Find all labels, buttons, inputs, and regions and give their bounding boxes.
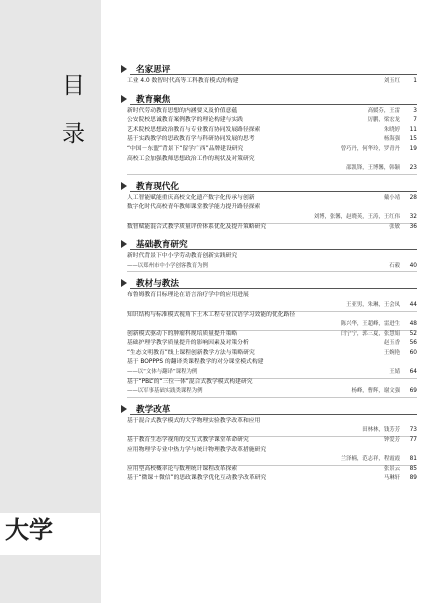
toc-entry-line	[127, 311, 417, 321]
toc-entry[interactable]	[121, 311, 417, 330]
page-number: 3	[413, 107, 417, 114]
toc-entry-line	[127, 252, 417, 262]
page-number: 85	[409, 465, 417, 472]
toc-entry-line	[127, 194, 417, 204]
article-subtitle: ——以军事基础实践类课程为例	[127, 388, 203, 395]
toc-entry-line	[127, 358, 417, 368]
article-authors: 王婉艳	[383, 349, 400, 356]
toc-entry[interactable]	[121, 126, 417, 136]
table-of-contents	[121, 63, 417, 490]
toc-entry[interactable]	[121, 135, 417, 145]
page-number: 73	[409, 427, 417, 434]
toc-entry[interactable]	[121, 378, 417, 397]
article-authors: 曾巧丹，何华玲，罗青丹	[340, 145, 400, 152]
article-title: 工业 4.0 数智时代高等工科教育模式的构建	[127, 78, 239, 84]
page-number: 52	[409, 330, 417, 337]
toc-entry-line	[127, 223, 417, 233]
page-number: 1	[413, 78, 417, 84]
section-header	[121, 277, 417, 291]
section-title: 教材与教法	[136, 279, 179, 290]
toc-entry[interactable]	[121, 194, 417, 204]
article-authors: 石毅	[389, 262, 400, 269]
article-authors: 杨峰，曹辉，谢文强	[351, 388, 400, 395]
toc-section	[121, 238, 417, 271]
section-title: 名家思评	[136, 65, 171, 75]
toc-section	[121, 277, 417, 397]
toc-entry[interactable]	[121, 155, 417, 174]
toc-entry-line	[127, 291, 417, 301]
page-number: 19	[409, 145, 417, 152]
article-title: 基于“微课＋微信”的思政课教学优化互动教学改革研究	[127, 475, 267, 482]
journal-brand: 大学	[5, 515, 53, 544]
toc-section	[121, 93, 417, 174]
article-authors: 杨海强	[383, 136, 400, 143]
page-number: 64	[409, 369, 417, 376]
article-authors: 张景云	[383, 465, 400, 472]
section-title: 教育聚焦	[136, 94, 171, 105]
toc-entry[interactable]	[121, 417, 417, 436]
page-number: 60	[409, 349, 417, 356]
toc-entry-line	[127, 126, 417, 136]
article-authors: 马琳轩	[383, 475, 400, 482]
article-title: 基于实践教学的思政教育学与科研协同发展的思考	[127, 136, 255, 143]
section-header	[121, 238, 417, 252]
page-number: 32	[409, 213, 417, 220]
toc-entry-line	[127, 135, 417, 145]
article-authors: 闫宁宁，郭三夏，张慧娟	[340, 330, 400, 337]
section-divider	[130, 249, 417, 250]
page-number: 36	[409, 223, 417, 230]
article-title: 布鲁姆教育目标理论在语言治疗学中的应用进展	[127, 292, 249, 299]
toc-entry-line	[127, 436, 417, 446]
article-title: 艺术院校思想政治教育与专业教育协同发展路径探索	[127, 126, 261, 133]
article-title: 创新模式驱动下的肿瘤科规培质量提升策略	[127, 330, 238, 337]
article-authors: 王婧	[389, 369, 400, 376]
page-number: 48	[409, 321, 417, 328]
article-authors: 田林林，钱芳芳	[362, 427, 400, 434]
section-divider	[130, 74, 417, 75]
toc-entry-line	[127, 387, 417, 397]
toc-entry-line	[127, 465, 417, 475]
page-number: 40	[409, 262, 417, 269]
toc-entry[interactable]	[121, 145, 417, 155]
triangle-marker-icon	[121, 279, 127, 287]
page-number: 11	[409, 126, 417, 133]
contents-heading-char-1: 目	[62, 73, 85, 99]
article-title: 应用物理学专业中热力学与统计物理教学改革措施研究	[127, 446, 267, 453]
article-title: 公安院校思诚教育案例教学的理论构建与实践	[127, 117, 243, 124]
toc-entry[interactable]	[121, 436, 417, 446]
section-header	[121, 403, 417, 417]
toc-entry-line	[127, 155, 417, 165]
article-title: 新时代背景下中小学劳动教育创新实践研究	[127, 253, 238, 260]
section-title: 基础教育研究	[136, 240, 188, 251]
article-title: “生态文明教育”线上课程创新教学方法与策略研究	[127, 349, 255, 356]
toc-entry-line	[127, 145, 417, 155]
article-title: 基于混合式教学模式的大学物理实验教学改革和应用	[127, 417, 261, 424]
toc-entry-line	[127, 107, 417, 117]
section-divider	[130, 414, 417, 415]
toc-entry-line	[127, 368, 417, 378]
article-authors: 王亚男，朱琳，王会凤	[346, 301, 400, 308]
section-title: 教育现代化	[136, 181, 179, 192]
article-title: 知识结构与标准模式视角下土木工程专业汉语学习效能的优化路径	[127, 311, 296, 318]
article-authors: 朱晓婷	[383, 126, 400, 133]
toc-entry-line	[127, 203, 417, 213]
section-divider	[130, 104, 417, 105]
toc-entry-line	[127, 417, 417, 427]
article-subtitle: ——以“文体与翻译”课程为例	[127, 369, 198, 376]
toc-entry-line	[127, 426, 417, 436]
toc-entry[interactable]	[121, 349, 417, 359]
article-authors: 戴小靖	[383, 194, 400, 201]
toc-entry[interactable]	[121, 330, 417, 340]
section-divider	[130, 288, 417, 289]
section-title: 教学改革	[136, 404, 171, 415]
article-authors: 兰泽楠，范志祥，程霞霞	[340, 456, 400, 463]
article-authors: 陈兴华，王超峰，雷进生	[340, 321, 400, 328]
toc-section	[121, 403, 417, 484]
article-authors: 刘玉红	[383, 78, 400, 84]
toc-entry[interactable]	[121, 223, 417, 233]
article-title: 基于 BOPPPS 的翻译类课程教学的对分课堂模式构建	[127, 359, 264, 366]
article-authors: 刘博，张馨，赵晓英，王涛，王红伟	[313, 213, 400, 220]
page-number: 15	[409, 136, 417, 143]
toc-entry-line	[127, 262, 417, 272]
toc-entry[interactable]	[121, 474, 417, 484]
page-number: 69	[409, 388, 417, 395]
article-authors: 厉鹏，梁宏龙	[367, 117, 400, 124]
article-authors: 赵玉香	[383, 340, 400, 347]
page-number: 77	[409, 437, 417, 444]
article-authors: 钟爱芳	[383, 437, 400, 444]
toc-entry[interactable]	[121, 358, 417, 377]
toc-entry[interactable]	[121, 339, 417, 349]
page-number: 81	[409, 456, 417, 463]
page-number: 44	[409, 301, 417, 308]
article-title: “中国－东盟”背景下“留学广西”品牌建设研究	[127, 145, 244, 152]
toc-section	[121, 180, 417, 232]
toc-entry-line	[127, 116, 417, 126]
toc-entry[interactable]	[121, 291, 417, 310]
article-title: 基于“PBL”的“三位一体”混合式教学模式构建研究	[127, 378, 253, 385]
toc-entry-line	[127, 339, 417, 349]
article-title: 应用型高校概率论与数理统计课程改革探索	[127, 465, 238, 472]
toc-entry[interactable]	[121, 77, 417, 87]
toc-entry-line	[127, 301, 417, 311]
toc-entry-line	[127, 446, 417, 456]
toc-entry-line	[127, 330, 417, 340]
toc-section	[121, 63, 417, 87]
page-number: 28	[409, 194, 417, 201]
article-title: 数字化时代高校青年教师课堂教学能力提升路径探索	[127, 204, 261, 211]
toc-entry[interactable]	[121, 252, 417, 271]
page-number: 56	[409, 340, 417, 347]
triangle-marker-icon	[121, 240, 127, 248]
section-header	[121, 63, 417, 77]
toc-entry-line	[127, 320, 417, 330]
article-title: 人工智能赋能重庆高校文化遗产数字化传承与创新	[127, 194, 255, 201]
toc-entry[interactable]	[121, 203, 417, 222]
article-title: 新时代劳动教育思想的内涵要义及价值意蕴	[127, 107, 238, 114]
toc-entry-line	[127, 349, 417, 359]
article-subtitle: ——以郑州市中小学创客教育为例	[127, 262, 208, 269]
toc-entry[interactable]	[121, 465, 417, 475]
article-title: 基础护理学教学质量提升的影响因素及对策分析	[127, 340, 249, 347]
article-title: 数智赋能混合式教学质量评价体系优化及提升策略研究	[127, 223, 267, 230]
toc-entry-line	[127, 378, 417, 388]
article-authors: 邵凯锋，王博馨，韩颖	[346, 165, 400, 172]
section-header	[121, 93, 417, 107]
toc-entry-line	[127, 77, 417, 87]
triangle-marker-icon	[121, 182, 127, 190]
section-divider	[130, 191, 417, 192]
article-authors: 高媛芬，王雷	[367, 107, 400, 114]
page-number: 89	[409, 475, 417, 482]
toc-entry-line	[127, 213, 417, 223]
toc-entry[interactable]	[121, 446, 417, 465]
toc-entry-line	[127, 164, 417, 174]
article-authors: 张敏	[389, 223, 400, 230]
contents-heading-char-2: 录	[62, 121, 85, 147]
toc-entry-line	[127, 455, 417, 465]
page-number: 7	[413, 117, 417, 124]
toc-entry-line	[127, 474, 417, 484]
toc-entry[interactable]	[121, 116, 417, 126]
triangle-marker-icon	[121, 405, 127, 413]
toc-entry[interactable]	[121, 107, 417, 117]
article-title: 基于教育生态学视角的交互式教学课堂革命研究	[127, 437, 249, 444]
section-header	[121, 180, 417, 194]
article-title: 高校工会加强教师思想政治工作的现状及对策研究	[127, 155, 255, 162]
page-number: 23	[409, 165, 417, 172]
triangle-marker-icon	[121, 65, 127, 73]
triangle-marker-icon	[121, 95, 127, 103]
